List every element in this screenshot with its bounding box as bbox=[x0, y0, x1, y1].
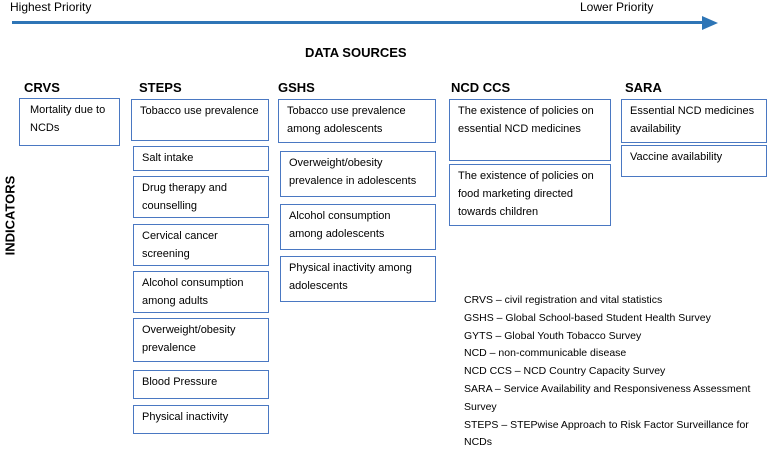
indicator-box: Cervical cancer screening bbox=[133, 224, 269, 266]
indicator-box: Mortality due to NCDs bbox=[19, 98, 120, 146]
priority-arrow-shaft bbox=[12, 21, 704, 24]
indicator-box: Tobacco use prevalence bbox=[131, 99, 269, 141]
lower-priority-label: Lower Priority bbox=[580, 0, 654, 14]
source-header-gshs: GSHS bbox=[278, 80, 315, 95]
highest-priority-label: Highest Priority bbox=[10, 0, 92, 14]
legend-item: STEPS – STEPwise Approach to Risk Factor Surveillance for NCDs bbox=[464, 418, 749, 449]
priority-arrow-head-icon bbox=[702, 16, 718, 30]
legend-item: SARA – Service Availability and Responsiveness Assessment Survey bbox=[464, 382, 751, 413]
source-header-crvs: CRVS bbox=[24, 80, 60, 95]
indicator-box: Physical inactivity among adolescents bbox=[280, 256, 436, 302]
indicator-box: Overweight/obesity prevalence bbox=[133, 318, 269, 362]
indicator-box: The existence of policies on food marketing directed towards children bbox=[449, 164, 611, 226]
legend-item: GSHS – Global School-based Student Health Survey bbox=[464, 311, 711, 324]
indicator-box: Essential NCD medicines availability bbox=[621, 99, 767, 143]
legend-item: CRVS – civil registration and vital statistics bbox=[464, 294, 663, 306]
legend-item: NCD – non-communicable disease bbox=[464, 347, 627, 360]
legend-item: NCD CCS – NCD Country Capacity Survey bbox=[464, 365, 666, 378]
legend-item: GYTS – Global Youth Tobacco Survey bbox=[464, 329, 642, 342]
indicator-box: Salt intake bbox=[133, 146, 269, 171]
source-header-sara: SARA bbox=[625, 80, 662, 95]
diagram-title: DATA SOURCES bbox=[305, 45, 407, 60]
source-header-steps: STEPS bbox=[139, 80, 182, 95]
indicator-box: The existence of policies on essential NCD medicines bbox=[449, 99, 611, 161]
indicator-box: Tobacco use prevalence among adolescents bbox=[278, 99, 436, 143]
indicator-box: Physical inactivity bbox=[133, 405, 269, 434]
indicator-box: Alcohol consumption among adults bbox=[133, 271, 269, 313]
indicator-box: Overweight/obesity prevalence in adolescents bbox=[280, 151, 436, 197]
indicator-box: Alcohol consumption among adolescents bbox=[280, 204, 436, 250]
indicator-box: Blood Pressure bbox=[133, 370, 269, 399]
indicator-box: Drug therapy and counselling bbox=[133, 176, 269, 218]
abbreviation-legend bbox=[464, 292, 764, 452]
indicator-box: Vaccine availability bbox=[621, 145, 767, 177]
indicators-axis-label: INDICATORS bbox=[2, 175, 18, 256]
source-header-ncd-ccs: NCD CCS bbox=[451, 80, 511, 95]
